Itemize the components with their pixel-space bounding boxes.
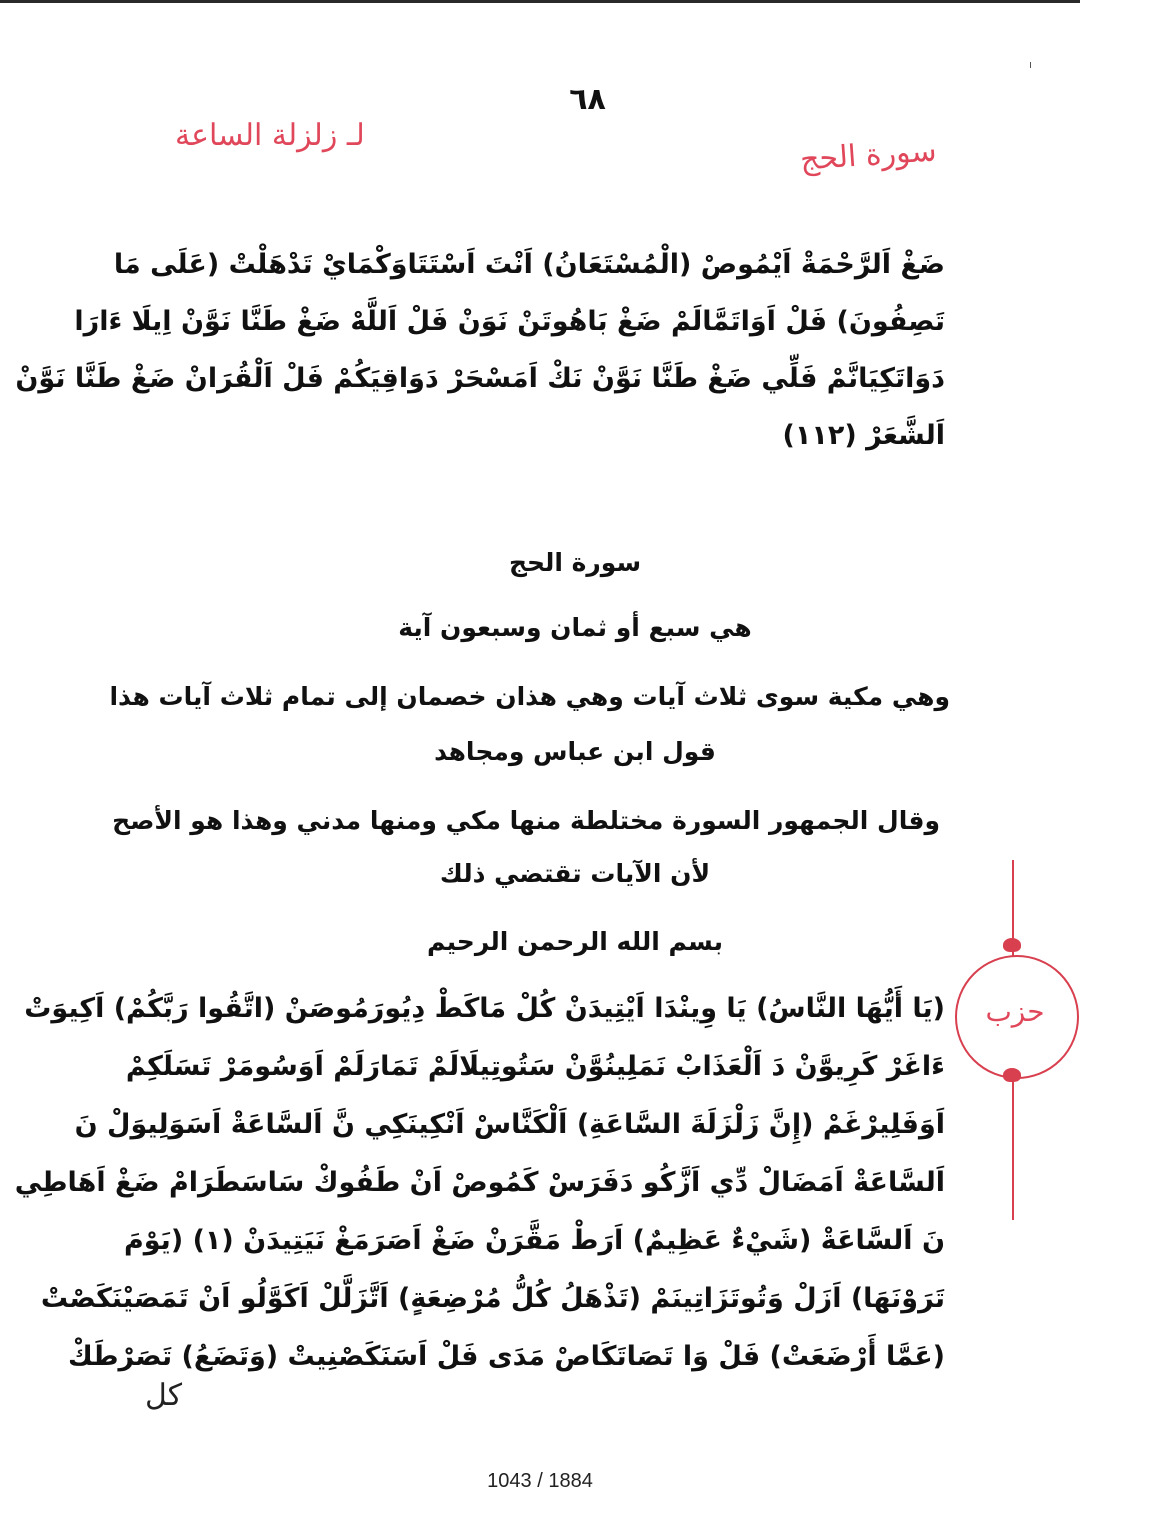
origin-line-1: وهي مكية سوى ثلاث آيات وهي هذان خصمان إلى تمام ثلاث آيات هذا <box>109 682 950 711</box>
handwritten-mark: كل <box>145 1378 183 1413</box>
ornament-bottom <box>1003 1068 1021 1082</box>
verse-line: تَرَوْنَهَا) اَزَلْ وَتُوتَزَاتِينَمْ (تَذْهَلُ كُلُّ مُرْضِعَةٍ) اَتَّزَلَّلْ اَكَوَّلُو اَنْ تَمَصَيْنَكَصْتْ <box>40 1283 945 1314</box>
verse-line: تَصِفُونَ) فَلْ اَوَاتَمَّالَمْ ضَغْ بَاهُوتَنْ نَوَنْ فَلْ اَللَّهْ ضَغْ طَنَّا نَوَّنْ اِيلَا ءَارَا <box>74 306 945 337</box>
hizb-label: حزب <box>985 995 1045 1028</box>
verse-line: ءَاغَرْ كَرِيوَّنْ دَ اَلْعَذَابْ نَمَلِينُوَّنْ سَتُوتِيلَالَمْ تَمَارَلَمْ اَوَسُومَرْ تَسَلَكِمْ <box>125 1051 945 1082</box>
verse-count-line: هي سبع أو ثمان وسبعون آية <box>398 613 752 642</box>
verse-line: دَوَاتَكِيَانَّمْ فَلِّي ضَغْ طَنَّا نَوَّنْ نَكْ اَمَسْحَرْ دَوَاقِيَكُمْ فَلْ اَلْقُرَانْ ضَغْ طَنَّا نَوَّنْ <box>15 363 945 394</box>
verse-line: اَوَفَلِيرْغَمْ (إِنَّ زَلْزَلَةَ السَّاعَةِ) اَلْكَنَّاسْ اَنْكِينَكِي نَّ اَلسَّاعَةْ اَسَوَلِيوَلْ نَ <box>74 1109 945 1140</box>
verse-line: (عَمَّا أَرْضَعَتْ) فَلْ وَا تَصَاتَكَاصْ مَدَى فَلْ اَسَنَكَصْنِيتْ (وَتَضَعُ) تَصَرْطَكْ <box>67 1341 945 1372</box>
majority-line-1: وقال الجمهور السورة مختلطة منها مكي ومنها مدني وهذا هو الأصح <box>112 806 940 835</box>
verse-line: نَ اَلسَّاعَةْ (شَيْءٌ عَظِيمٌ) اَرَطْ مَقَّرَنْ ضَغْ اَصَرَمَغْ نَيَتِيدَنْ (١) (يَوْمَ <box>123 1225 945 1256</box>
handwritten-note-left: لـ زلزلة الساعة <box>175 118 365 153</box>
majority-line-2: لأن الآيات تقتضي ذلك <box>439 859 711 888</box>
surah-title: سورة الحج <box>508 548 642 577</box>
bottom-verse-block <box>14 980 945 1386</box>
scan-edge <box>0 0 1080 3</box>
verse-line: ضَغْ اَلرَّحْمَةْ اَيْمُوصْ (الْمُسْتَعَانُ) اَنْتَ اَسْتَتَاوَكْمَايْ تَدْهَلْتْ (عَلَى مَا <box>113 249 945 280</box>
page-number: ٦٨ <box>569 82 606 117</box>
origin-line-2: قول ابن عباس ومجاهد <box>434 737 716 766</box>
page-counter: 1043 / 1884 <box>487 1470 593 1492</box>
verse-line: (يَا أَيُّهَا النَّاسُ) يَا وِينْدَا اَيْتِيدَنْ كُلْ مَاكَطْ دِيُورَمُوصَنْ (اتَّقُوا رَبَّكُمْ) اَكِيوَتْ <box>24 993 945 1024</box>
verse-line: اَلشَّعَرْ (١١٢) <box>782 420 945 451</box>
scan-speck <box>1030 62 1031 68</box>
basmala: بسم الله الرحمن الرحيم <box>427 927 723 956</box>
ornament-top <box>1003 938 1021 952</box>
handwritten-note-right: سورة الحج <box>798 133 938 178</box>
verse-line: اَلسَّاعَةْ اَمَضَالْ دِّي اَزَّكُو دَفَرَسْ كَمُوصْ اَنْ طَفُوكْ سَاسَطَرَامْ ضَغْ اَهَاطِي <box>14 1167 945 1198</box>
top-verse-block <box>15 236 945 464</box>
